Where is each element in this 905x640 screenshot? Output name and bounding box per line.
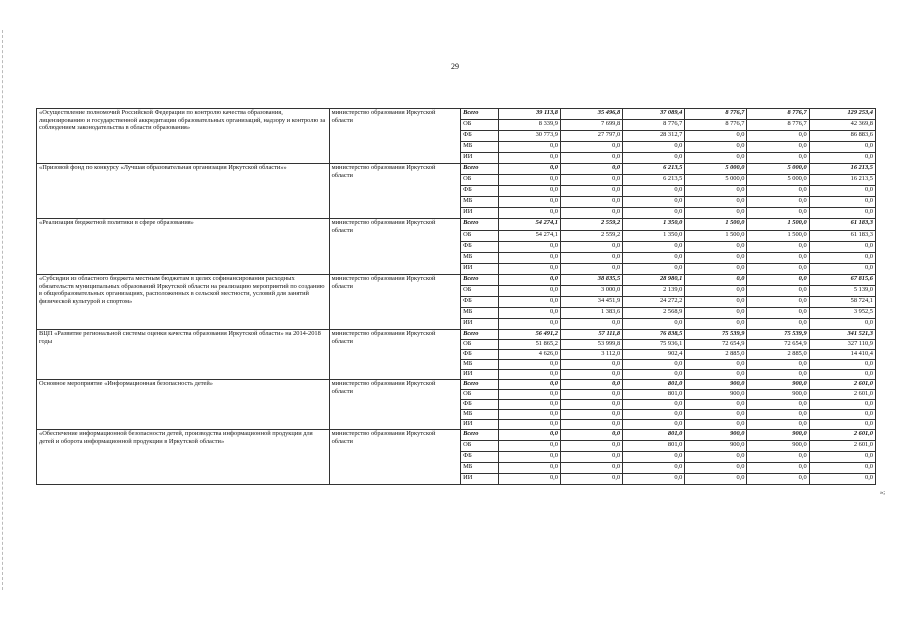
funding-source: ФБ: [461, 452, 499, 463]
year-value: 0,0: [685, 420, 747, 430]
year-value: 0,0: [560, 441, 622, 452]
total-value: 0,0: [809, 264, 875, 275]
year-value: 0,0: [623, 452, 685, 463]
year-value: 0,0: [685, 319, 747, 330]
year-value: 5 000,0: [747, 175, 809, 186]
year-value: 56 491,2: [498, 330, 560, 340]
year-value: 54 274,1: [498, 219, 560, 231]
table-row: [37, 164, 876, 175]
funding-source: ОБ: [461, 441, 499, 452]
year-value: 7 699,8: [560, 120, 622, 131]
year-value: 8 776,7: [685, 109, 747, 120]
responsible-executor: министерство образования Иркутской области: [329, 219, 461, 275]
year-value: 51 865,2: [498, 340, 560, 350]
year-value: 0,0: [498, 275, 560, 286]
total-value: 16 213,5: [809, 164, 875, 175]
year-value: 0,0: [747, 308, 809, 319]
year-value: 0,0: [747, 275, 809, 286]
year-value: 0,0: [498, 164, 560, 175]
year-value: 0,0: [560, 420, 622, 430]
year-value: 5 000,0: [685, 164, 747, 175]
year-value: 801,0: [623, 390, 685, 400]
funding-source: ОБ: [461, 175, 499, 186]
year-value: 902,4: [623, 350, 685, 360]
year-value: 75 539,9: [685, 330, 747, 340]
year-value: 0,0: [747, 142, 809, 153]
year-value: 28 312,7: [623, 131, 685, 142]
total-value: 58 724,1: [809, 297, 875, 308]
year-value: 0,0: [498, 452, 560, 463]
year-value: 0,0: [560, 400, 622, 410]
year-value: 0,0: [685, 400, 747, 410]
year-value: 72 654,9: [747, 340, 809, 350]
year-value: 0,0: [498, 474, 560, 485]
total-value: 327 110,9: [809, 340, 875, 350]
activity-name: «Осуществление полномочий Российской Федерации по контролю качества образования, лицензированию и государственной аккредитации образовательных организаций, надзору и контролю за соблюдением законодательства в области образования»: [37, 109, 330, 164]
year-value: 0,0: [623, 142, 685, 153]
year-value: 2 559,2: [560, 219, 622, 231]
year-value: 0,0: [685, 308, 747, 319]
table-row: [37, 275, 876, 286]
year-value: 30 773,9: [498, 131, 560, 142]
funding-source: ОБ: [461, 340, 499, 350]
year-value: 0,0: [747, 410, 809, 420]
year-value: 0,0: [623, 319, 685, 330]
year-value: 0,0: [498, 264, 560, 275]
funding-source: ИИ: [461, 370, 499, 380]
funding-source: ФБ: [461, 297, 499, 308]
year-value: 0,0: [747, 420, 809, 430]
total-value: 129 253,4: [809, 109, 875, 120]
funding-source: ИИ: [461, 153, 499, 164]
year-value: 2 139,0: [623, 286, 685, 297]
total-value: 0,0: [809, 410, 875, 420]
year-value: 0,0: [685, 474, 747, 485]
funding-source: Всего: [461, 330, 499, 340]
year-value: 4 626,0: [498, 350, 560, 360]
total-value: 0,0: [809, 474, 875, 485]
year-value: 0,0: [623, 410, 685, 420]
funding-source: ИИ: [461, 264, 499, 275]
activity-name: «Субсидии из областного бюджета местным бюджетам в целях софинансирования расходных обязательств муниципальных образований Иркутской области на реализацию мероприятий по созданию в общеобразовательных организациях, расположенных в сельской местности, условий для занятий физической культурой и спортом»: [37, 275, 330, 330]
total-value: 0,0: [809, 153, 875, 164]
year-value: 1 383,6: [560, 308, 622, 319]
year-value: 0,0: [747, 286, 809, 297]
table-row: [37, 430, 876, 441]
total-value: 0,0: [809, 452, 875, 463]
year-value: 76 838,5: [623, 330, 685, 340]
year-value: 24 272,2: [623, 297, 685, 308]
year-value: 0,0: [623, 242, 685, 253]
year-value: 0,0: [685, 463, 747, 474]
year-value: 8 776,7: [685, 120, 747, 131]
year-value: 5 000,0: [747, 164, 809, 175]
table-row: [37, 219, 876, 231]
year-value: 1 500,0: [685, 219, 747, 231]
funding-source: ИИ: [461, 319, 499, 330]
year-value: 0,0: [747, 153, 809, 164]
year-value: 27 797,0: [560, 131, 622, 142]
year-value: 0,0: [685, 197, 747, 208]
responsible-executor: министерство образования Иркутской области: [329, 430, 461, 485]
total-value: 67 815,6: [809, 275, 875, 286]
year-value: 0,0: [498, 153, 560, 164]
year-value: 0,0: [498, 308, 560, 319]
responsible-executor: министерство образования Иркутской области: [329, 164, 461, 219]
year-value: 0,0: [685, 131, 747, 142]
total-value: 0,0: [809, 420, 875, 430]
year-value: 0,0: [498, 360, 560, 370]
year-value: 0,0: [623, 264, 685, 275]
year-value: 0,0: [623, 463, 685, 474]
year-value: 0,0: [685, 410, 747, 420]
year-value: 0,0: [623, 400, 685, 410]
funding-source: ФБ: [461, 350, 499, 360]
total-value: 0,0: [809, 186, 875, 197]
table-row: [37, 380, 876, 390]
total-value: 42 369,8: [809, 120, 875, 131]
year-value: 1 500,0: [747, 231, 809, 242]
funding-source: МБ: [461, 253, 499, 264]
year-value: 1 350,0: [623, 231, 685, 242]
year-value: 0,0: [623, 370, 685, 380]
funding-source: МБ: [461, 197, 499, 208]
year-value: 28 980,1: [623, 275, 685, 286]
page-number: 29: [451, 62, 459, 71]
funding-source: ИИ: [461, 420, 499, 430]
year-value: 0,0: [623, 153, 685, 164]
year-value: 0,0: [685, 253, 747, 264]
total-value: 341 521,3: [809, 330, 875, 340]
year-value: 0,0: [747, 360, 809, 370]
year-value: 2 885,0: [685, 350, 747, 360]
total-value: 61 183,3: [809, 219, 875, 231]
funding-source: ФБ: [461, 186, 499, 197]
year-value: 0,0: [498, 319, 560, 330]
year-value: 53 999,8: [560, 340, 622, 350]
responsible-executor: министерство образования Иркутской области: [329, 275, 461, 330]
year-value: 0,0: [685, 286, 747, 297]
total-value: 2 601,0: [809, 380, 875, 390]
year-value: 3 000,0: [560, 286, 622, 297]
year-value: 900,0: [747, 380, 809, 390]
year-value: 0,0: [685, 370, 747, 380]
budget-table: [36, 108, 876, 485]
year-value: 0,0: [685, 153, 747, 164]
scan-margin-marks: [2, 30, 5, 590]
year-value: 0,0: [560, 452, 622, 463]
funding-source: Всего: [461, 219, 499, 231]
trailing-mark: »;: [880, 489, 885, 496]
year-value: 0,0: [560, 319, 622, 330]
responsible-executor: министерство образования Иркутской области: [329, 330, 461, 380]
funding-source: Всего: [461, 380, 499, 390]
year-value: 0,0: [560, 360, 622, 370]
year-value: 54 274,1: [498, 231, 560, 242]
year-value: 0,0: [685, 242, 747, 253]
year-value: 0,0: [747, 197, 809, 208]
total-value: 2 601,0: [809, 441, 875, 452]
activity-name: «Обеспечение информационной безопасности детей, производства информационной продукции для детей и оборота информационной продукции в Иркутской области»: [37, 430, 330, 485]
year-value: 0,0: [685, 264, 747, 275]
total-value: 0,0: [809, 370, 875, 380]
year-value: 0,0: [498, 400, 560, 410]
year-value: 900,0: [685, 390, 747, 400]
year-value: 801,0: [623, 441, 685, 452]
funding-source: ИИ: [461, 208, 499, 219]
year-value: 0,0: [498, 430, 560, 441]
year-value: 0,0: [498, 197, 560, 208]
total-value: 5 139,0: [809, 286, 875, 297]
year-value: 0,0: [498, 463, 560, 474]
funding-source: ФБ: [461, 131, 499, 142]
year-value: 0,0: [623, 360, 685, 370]
total-value: 0,0: [809, 400, 875, 410]
year-value: 0,0: [747, 186, 809, 197]
year-value: 0,0: [560, 208, 622, 219]
year-value: 0,0: [560, 430, 622, 441]
year-value: 1 500,0: [685, 231, 747, 242]
year-value: 0,0: [685, 452, 747, 463]
year-value: 3 112,0: [560, 350, 622, 360]
funding-source: МБ: [461, 142, 499, 153]
funding-source: ИИ: [461, 474, 499, 485]
total-value: 0,0: [809, 208, 875, 219]
year-value: 0,0: [498, 253, 560, 264]
funding-source: Всего: [461, 164, 499, 175]
year-value: 1 500,0: [747, 219, 809, 231]
year-value: 0,0: [560, 186, 622, 197]
year-value: 0,0: [623, 474, 685, 485]
total-value: 2 601,0: [809, 390, 875, 400]
activity-name: «Призовой фонд по конкурсу «Лучшая образовательная организация Иркутской области»»: [37, 164, 330, 219]
funding-source: ОБ: [461, 120, 499, 131]
year-value: 75 539,9: [747, 330, 809, 340]
year-value: 0,0: [623, 420, 685, 430]
year-value: 900,0: [685, 430, 747, 441]
year-value: 1 350,0: [623, 219, 685, 231]
year-value: 801,0: [623, 380, 685, 390]
year-value: 0,0: [747, 253, 809, 264]
responsible-executor: министерство образования Иркутской области: [329, 109, 461, 164]
year-value: 0,0: [560, 253, 622, 264]
total-value: 0,0: [809, 142, 875, 153]
year-value: 39 113,8: [498, 109, 560, 120]
year-value: 0,0: [747, 319, 809, 330]
year-value: 0,0: [560, 410, 622, 420]
funding-source: МБ: [461, 360, 499, 370]
year-value: 0,0: [498, 420, 560, 430]
year-value: 0,0: [685, 186, 747, 197]
year-value: 0,0: [560, 153, 622, 164]
year-value: 5 000,0: [685, 175, 747, 186]
year-value: 900,0: [747, 441, 809, 452]
year-value: 0,0: [560, 463, 622, 474]
year-value: 0,0: [560, 390, 622, 400]
year-value: 8 339,9: [498, 120, 560, 131]
funding-source: ФБ: [461, 400, 499, 410]
year-value: 0,0: [747, 474, 809, 485]
total-value: 0,0: [809, 319, 875, 330]
year-value: 0,0: [498, 208, 560, 219]
year-value: 2 885,0: [747, 350, 809, 360]
responsible-executor: министерство образования Иркутской области: [329, 380, 461, 430]
year-value: 6 213,5: [623, 164, 685, 175]
year-value: 0,0: [560, 197, 622, 208]
year-value: 0,0: [498, 390, 560, 400]
activity-name: Основное мероприятие «Информационная безопасность детей»: [37, 380, 330, 430]
funding-source: ОБ: [461, 231, 499, 242]
total-value: 86 883,6: [809, 131, 875, 142]
year-value: 0,0: [498, 242, 560, 253]
year-value: 900,0: [685, 441, 747, 452]
year-value: 0,0: [560, 474, 622, 485]
year-value: 0,0: [623, 253, 685, 264]
year-value: 0,0: [747, 370, 809, 380]
activity-name: ВЦП «Развитие региональной системы оценки качества образования Иркутской области» на 2014-2018 годы: [37, 330, 330, 380]
year-value: 0,0: [685, 360, 747, 370]
table-row: [37, 330, 876, 340]
year-value: 0,0: [560, 242, 622, 253]
total-value: 14 410,4: [809, 350, 875, 360]
year-value: 0,0: [560, 370, 622, 380]
year-value: 900,0: [685, 380, 747, 390]
year-value: 37 089,4: [623, 109, 685, 120]
total-value: 0,0: [809, 242, 875, 253]
year-value: 75 936,1: [623, 340, 685, 350]
year-value: 0,0: [685, 208, 747, 219]
year-value: 0,0: [747, 400, 809, 410]
year-value: 0,0: [747, 297, 809, 308]
year-value: 0,0: [560, 175, 622, 186]
funding-source: ОБ: [461, 390, 499, 400]
year-value: 0,0: [747, 264, 809, 275]
year-value: 0,0: [685, 275, 747, 286]
year-value: 2 568,9: [623, 308, 685, 319]
year-value: 0,0: [560, 264, 622, 275]
year-value: 0,0: [560, 164, 622, 175]
total-value: 0,0: [809, 197, 875, 208]
year-value: 0,0: [498, 297, 560, 308]
year-value: 0,0: [498, 410, 560, 420]
year-value: 8 776,7: [623, 120, 685, 131]
total-value: 16 213,5: [809, 175, 875, 186]
total-value: 0,0: [809, 253, 875, 264]
total-value: 0,0: [809, 360, 875, 370]
funding-source: Всего: [461, 109, 499, 120]
funding-source: ФБ: [461, 242, 499, 253]
year-value: 8 776,7: [747, 109, 809, 120]
year-value: 8 776,7: [747, 120, 809, 131]
year-value: 57 111,8: [560, 330, 622, 340]
funding-source: Всего: [461, 275, 499, 286]
year-value: 0,0: [747, 208, 809, 219]
year-value: 0,0: [747, 242, 809, 253]
year-value: 0,0: [623, 186, 685, 197]
year-value: 72 654,9: [685, 340, 747, 350]
year-value: 0,0: [498, 142, 560, 153]
activity-name: «Реализация бюджетной политики в сфере образования»: [37, 219, 330, 275]
funding-source: МБ: [461, 463, 499, 474]
funding-source: МБ: [461, 308, 499, 319]
year-value: 0,0: [498, 441, 560, 452]
year-value: 0,0: [498, 370, 560, 380]
funding-source: МБ: [461, 410, 499, 420]
year-value: 38 835,5: [560, 275, 622, 286]
year-value: 6 213,5: [623, 175, 685, 186]
year-value: 2 559,2: [560, 231, 622, 242]
year-value: 0,0: [685, 297, 747, 308]
year-value: 0,0: [498, 380, 560, 390]
year-value: 34 451,9: [560, 297, 622, 308]
year-value: 0,0: [685, 142, 747, 153]
funding-source: ОБ: [461, 286, 499, 297]
year-value: 0,0: [747, 463, 809, 474]
year-value: 0,0: [498, 186, 560, 197]
funding-source: Всего: [461, 430, 499, 441]
year-value: 900,0: [747, 390, 809, 400]
total-value: 61 183,3: [809, 231, 875, 242]
total-value: 0,0: [809, 463, 875, 474]
year-value: 0,0: [498, 286, 560, 297]
total-value: 2 601,0: [809, 430, 875, 441]
year-value: 0,0: [747, 131, 809, 142]
year-value: 0,0: [560, 380, 622, 390]
table-row: [37, 109, 876, 120]
year-value: 0,0: [623, 197, 685, 208]
year-value: 0,0: [560, 142, 622, 153]
year-value: 0,0: [747, 452, 809, 463]
year-value: 0,0: [498, 175, 560, 186]
year-value: 0,0: [623, 208, 685, 219]
year-value: 900,0: [747, 430, 809, 441]
year-value: 801,0: [623, 430, 685, 441]
total-value: 3 952,5: [809, 308, 875, 319]
year-value: 35 496,8: [560, 109, 622, 120]
